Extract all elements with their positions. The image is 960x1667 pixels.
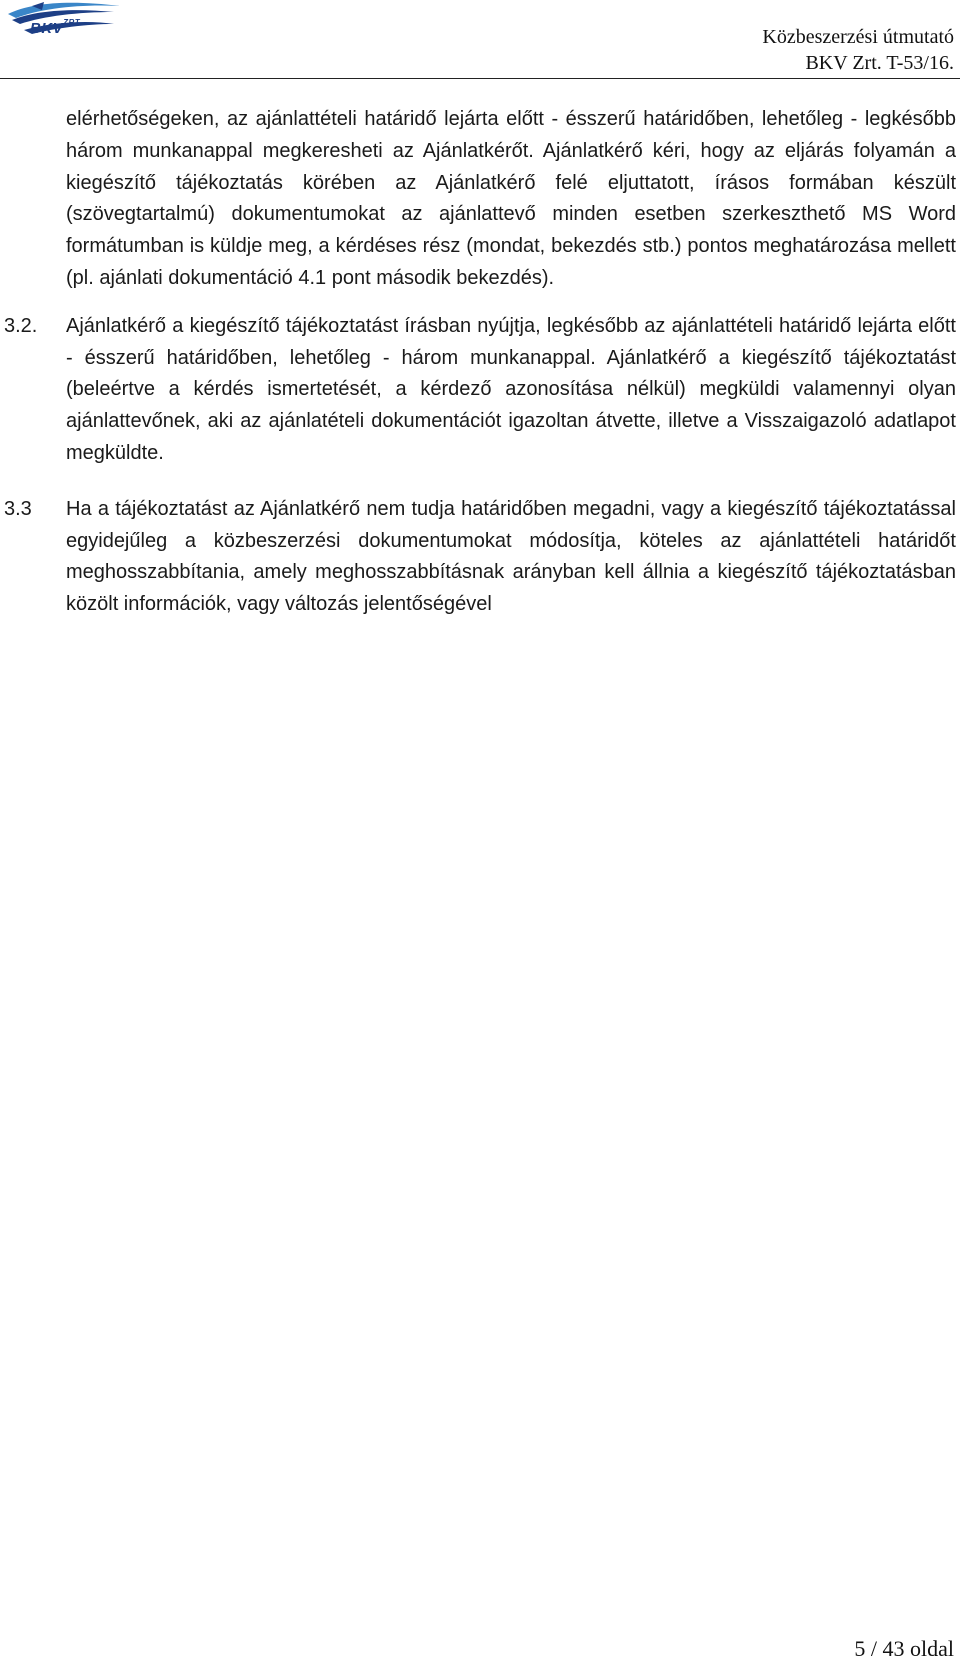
logo-sup: ZRT (63, 18, 81, 27)
intro-paragraph: elérhetőségeken, az ajánlattételi határidő lejárta előtt - ésszerű határidőben, lehetőleg - legkésőbb három munkanappal megkeresheti az Ajánlatkérőt. Ajánlatkérő kéri, hogy az eljárás folyamán a kiegészítő tájékoztatás körében az Ajánlatkérő felé eljuttatott, írásos formában készült (szövegtartalmú) dokumentumokat az ajánlattevő minden esetben szerkeszthető MS Word formátumban is küldje meg, a kérdéses rész (mondat, bekezdés stb.) pontos meghatározása mellett (pl. ajánlati dokumentáció 4.1 pont második bekezdés). (66, 108, 956, 289)
header-doc-info (762, 24, 954, 76)
doc-title: Közbeszerzési útmutató (762, 26, 954, 48)
document-body (4, 104, 956, 621)
header-divider (0, 78, 960, 79)
section-number: 3.2. (4, 314, 38, 337)
section-number: 3.3 (4, 497, 32, 520)
doc-code: BKV Zrt. T-53/16. (805, 52, 954, 74)
section-text: Ajánlatkérő a kiegészítő tájékoztatást írásban nyújtja, legkésőbb az ajánlattételi határidő lejárta előtt - ésszerű határidőben, lehetőleg - három munkanappal. Ajánlatkérő a kiegészítő tájékoztatást (beleértve a kérdés ismertetését, a kérdező azonosítása nélkül) megküldi valamennyi olyan ajánlattevőnek, aki az ajánlatételi dokumentációt igazoltan átvette, illetve a Visszaigazoló adatlapot megküldte. (66, 314, 956, 464)
logo-text: BKV (30, 20, 64, 37)
page-number: 5 / 43 oldal (854, 1636, 954, 1661)
section-3-2 (4, 311, 956, 470)
page-header (0, 0, 960, 82)
section-text: Ha a tájékoztatást az Ajánlatkérő nem tudja határidőben megadni, vagy a kiegészítő tájékoztatással egyidejűleg a közbeszerzési dokumentumokat módosítja, köteles az ajánlattételi határidőt meghosszabbítania, amely meghosszabbításnak arányban kell állnia a kiegészítő tájékoztatásban közölt információk, vagy változás jelentőségével (66, 497, 956, 616)
bkv-logo (2, 0, 124, 48)
section-3-3 (4, 494, 956, 621)
